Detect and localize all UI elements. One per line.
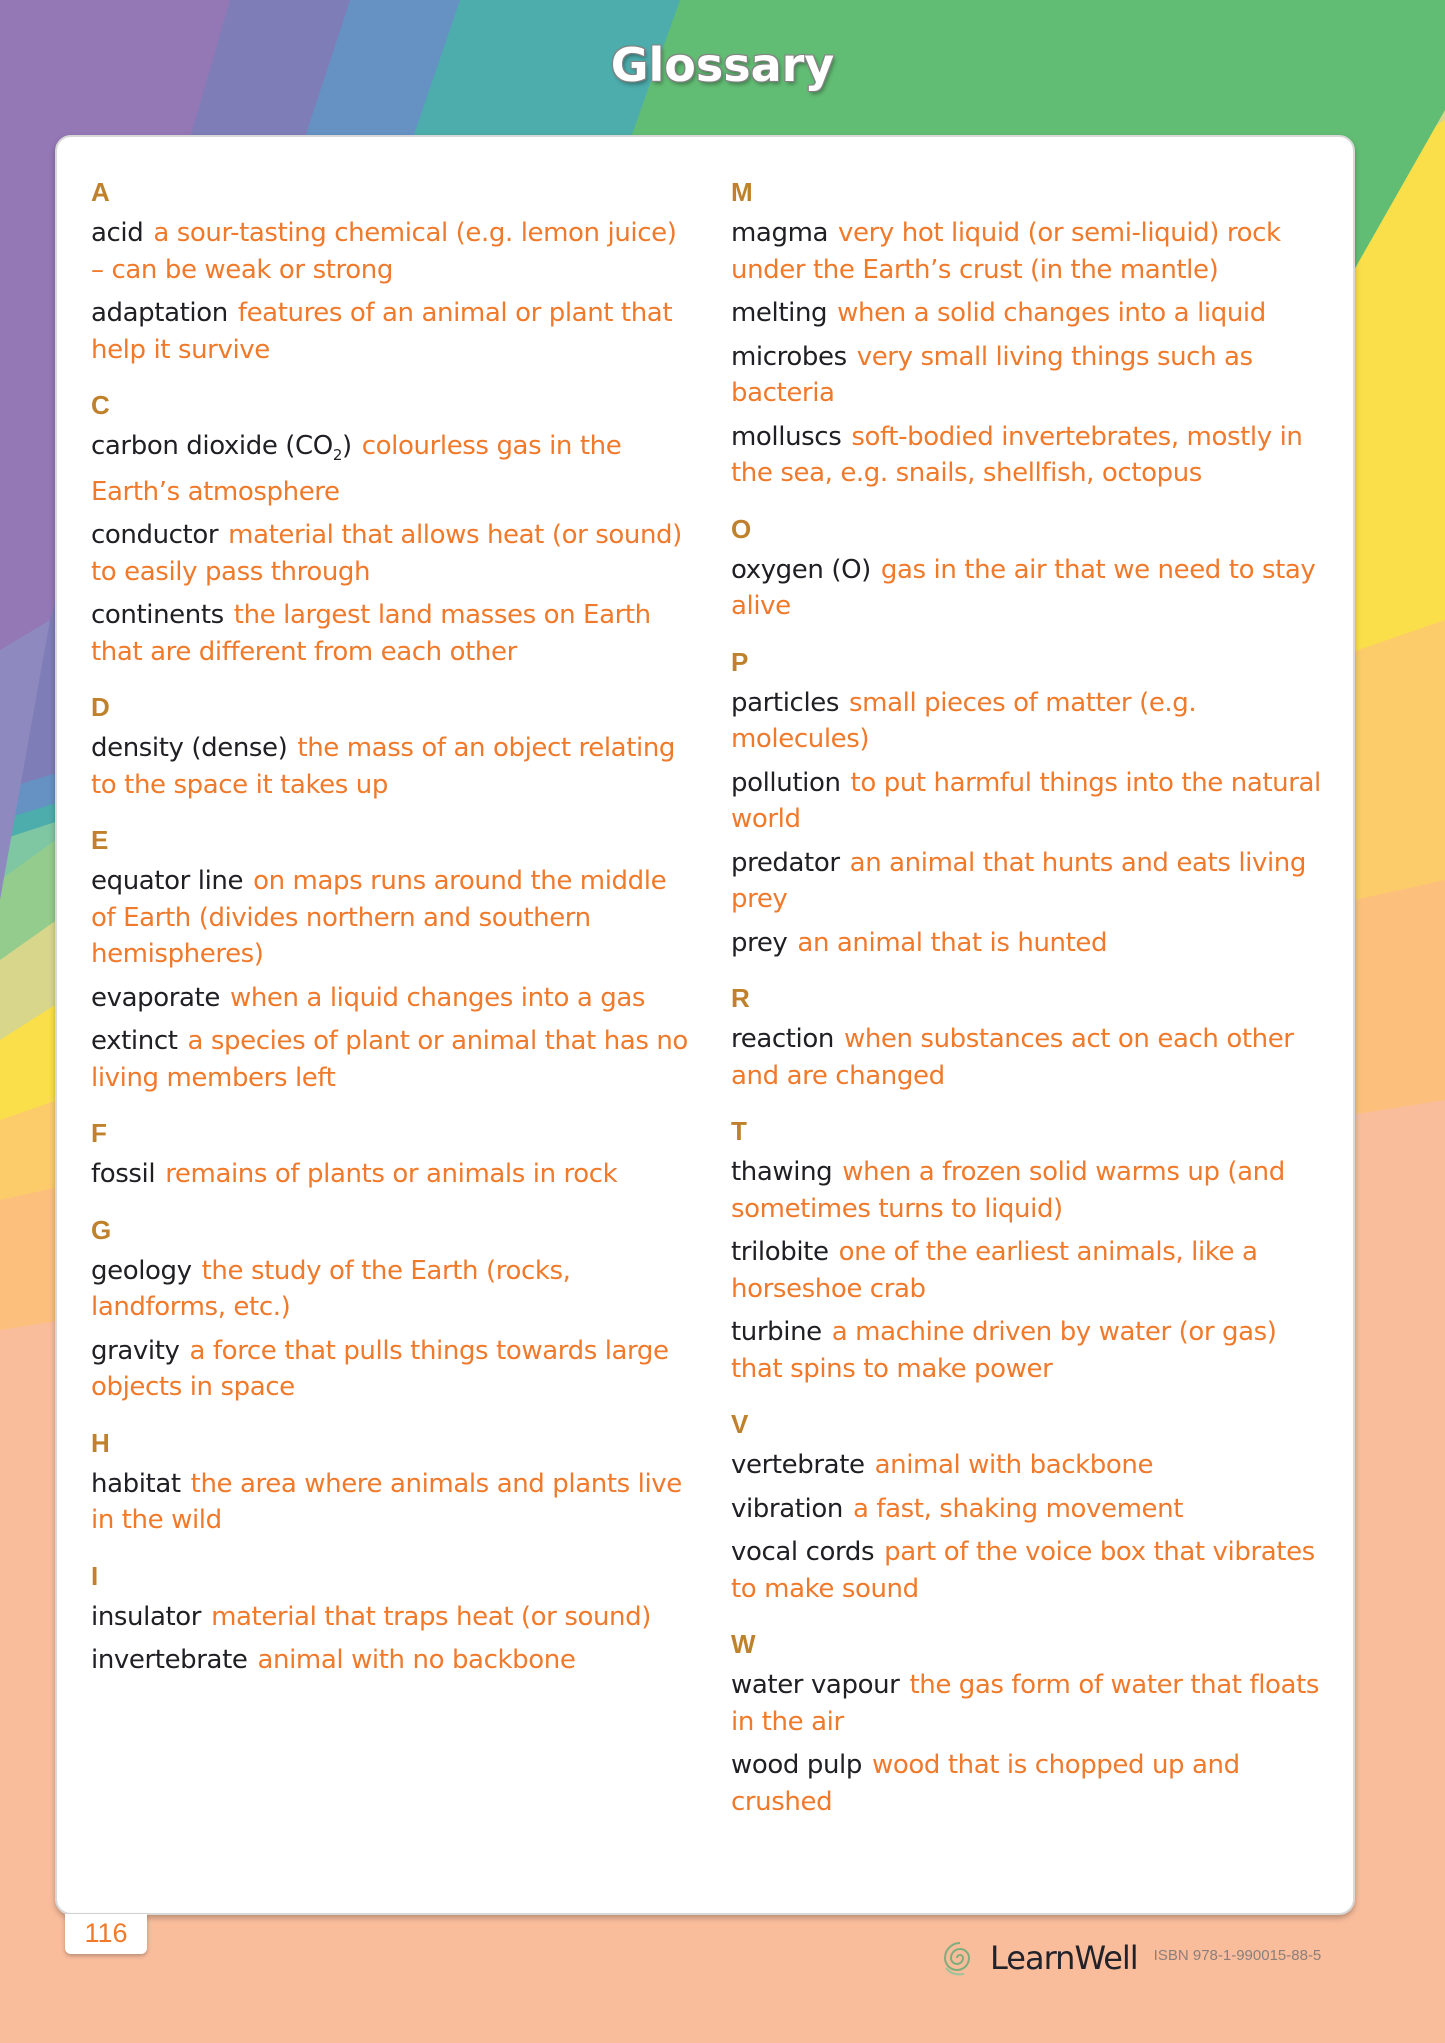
section-letter: W <box>731 1629 756 1659</box>
section-letter: T <box>731 1116 747 1146</box>
publisher-brand: LearnWell <box>990 1939 1138 1977</box>
glossary-entry <box>731 419 1331 492</box>
section-letter: O <box>731 513 752 544</box>
section-v <box>731 1409 1331 1607</box>
glossary-entry <box>731 1491 1331 1528</box>
term: vibration <box>731 1493 843 1524</box>
term: turbine <box>731 1317 822 1347</box>
section-t <box>731 1116 1331 1387</box>
section-letter: R <box>731 983 750 1013</box>
term: prey <box>731 927 788 958</box>
publisher-footer <box>940 1938 1321 1978</box>
term: water vapour <box>731 1670 900 1700</box>
term-subscript: 2 <box>332 446 343 465</box>
section-i <box>91 1561 691 1679</box>
glossary-entry <box>91 215 691 288</box>
section-w <box>731 1629 1331 1820</box>
term: evaporate <box>91 982 220 1013</box>
glossary-entry <box>731 1314 1331 1387</box>
term: molluscs <box>731 421 842 452</box>
term-text-after: ) <box>342 431 352 461</box>
definition: a fast, shaking movement <box>852 1493 1184 1524</box>
glossary-entry <box>731 552 1331 625</box>
term: adaptation <box>91 298 228 328</box>
glossary-entry <box>91 980 691 1017</box>
term: invertebrate <box>91 1645 248 1676</box>
definition: the largest land masses on Earth that are different from each other <box>91 600 651 667</box>
term: trilobite <box>731 1237 829 1267</box>
term: vertebrate <box>731 1450 865 1480</box>
section-a <box>91 177 691 368</box>
glossary-entry <box>731 925 1331 962</box>
definition: animal with no backbone <box>257 1645 576 1676</box>
section-letter: V <box>731 1409 749 1439</box>
definition: a machine driven by water (or gas) that spins to make power <box>731 1317 1277 1384</box>
glossary-entry <box>731 1447 1331 1484</box>
section-g <box>91 1215 691 1406</box>
glossary-entry <box>731 1534 1331 1607</box>
definition: material that allows heat (or sound) to easily pass through <box>91 520 682 587</box>
glossary-entry <box>731 845 1331 918</box>
glossary-panel <box>55 135 1355 1915</box>
glossary-entry <box>91 1642 691 1679</box>
definition: a force that pulls things towards large objects in space <box>91 1335 669 1403</box>
definition: wood that is chopped up and crushed <box>731 1750 1240 1817</box>
section-c <box>91 390 691 670</box>
definition: when a solid changes into a liquid <box>837 298 1266 328</box>
glossary-entry <box>731 215 1331 288</box>
definition: remains of plants or animals in rock <box>165 1159 618 1190</box>
definition: gas in the air that we need to stay alive <box>731 554 1316 621</box>
term: density (dense) <box>91 733 288 764</box>
term: magma <box>731 218 829 248</box>
glossary-entry <box>731 765 1331 838</box>
definition: a sour-tasting chemical (e.g. lemon juice) – can be weak or strong <box>91 218 677 285</box>
term: melting <box>731 298 828 328</box>
term: oxygen (O) <box>731 554 871 585</box>
section-m <box>731 177 1331 492</box>
page-title: Glossary <box>610 38 835 92</box>
term <box>91 431 352 465</box>
term: vocal cords <box>731 1537 875 1567</box>
definition: an animal that is hunted <box>797 927 1108 958</box>
section-letter: A <box>91 177 110 207</box>
term: reaction <box>731 1024 834 1054</box>
section-o <box>731 514 1331 625</box>
definition: when substances act on each other and are changed <box>731 1024 1294 1091</box>
definition: soft-bodied invertebrates, mostly in the sea, e.g. snails, shellfish, octopus <box>731 421 1303 488</box>
definition: to put harmful things into the natural world <box>731 767 1321 834</box>
section-h <box>91 1428 691 1539</box>
section-letter: P <box>731 646 749 677</box>
glossary-entry <box>91 597 691 670</box>
section-d <box>91 692 691 803</box>
glossary-left-column <box>91 177 691 1701</box>
definition: animal with backbone <box>874 1450 1154 1480</box>
definition: features of an animal or plant that help it survive <box>91 298 673 365</box>
glossary-entry <box>91 517 691 590</box>
definition: very hot liquid (or semi-liquid) rock under the Earth’s crust (in the mantle) <box>731 218 1281 285</box>
glossary-entry <box>731 339 1331 412</box>
section-r <box>731 983 1331 1094</box>
definition: a species of plant or animal that has no living members left <box>91 1026 688 1093</box>
term: microbes <box>731 341 847 372</box>
definition: on maps runs around the middle of Earth (divides northern and southern hemispheres) <box>91 866 667 970</box>
glossary-entry <box>91 1466 691 1539</box>
term: acid <box>91 218 144 248</box>
section-letter: E <box>91 825 109 856</box>
term: particles <box>731 687 840 718</box>
term: wood pulp <box>731 1750 862 1780</box>
section-letter: F <box>91 1118 107 1149</box>
section-letter: D <box>91 692 110 723</box>
section-letter: H <box>91 1427 110 1458</box>
section-e <box>91 825 691 1096</box>
section-f <box>91 1118 691 1193</box>
definition: the area where animals and plants live in the wild <box>91 1468 682 1536</box>
glossary-entry <box>731 1021 1331 1094</box>
glossary-entry <box>91 730 691 803</box>
definition: the gas form of water that floats in the air <box>731 1670 1320 1737</box>
section-letter: G <box>91 1214 112 1245</box>
section-letter: I <box>91 1560 99 1591</box>
page-number: 116 <box>65 1914 147 1954</box>
glossary-entry <box>91 1599 691 1636</box>
glossary-entry <box>731 1667 1331 1740</box>
term: extinct <box>91 1026 178 1057</box>
term: equator line <box>91 866 244 897</box>
section-letter: M <box>731 177 753 207</box>
term: continents <box>91 600 224 631</box>
definition: part of the voice box that vibrates to make sound <box>731 1537 1315 1604</box>
term: insulator <box>91 1601 202 1632</box>
definition: colourless gas in the Earth’s atmosphere <box>91 431 622 507</box>
term-text: carbon dioxide (CO <box>91 431 333 461</box>
glossary-entry <box>91 1253 691 1326</box>
term: conductor <box>91 520 219 551</box>
glossary-entry <box>91 428 691 510</box>
glossary-entry <box>91 1156 691 1193</box>
section-letter: C <box>91 390 110 420</box>
glossary-entry <box>91 295 691 368</box>
glossary-entry <box>91 1023 691 1096</box>
term: geology <box>91 1255 192 1286</box>
definition: when a frozen solid warms up (and sometimes turns to liquid) <box>731 1157 1285 1224</box>
definition: very small living things such as bacteria <box>731 341 1253 408</box>
definition: one of the earliest animals, like a horseshoe crab <box>731 1237 1258 1304</box>
glossary-entry <box>731 1234 1331 1307</box>
glossary-right-column <box>731 177 1331 1842</box>
term: gravity <box>91 1335 180 1366</box>
section-p <box>731 647 1331 962</box>
definition: material that traps heat (or sound) <box>211 1601 651 1632</box>
definition: an animal that hunts and eats living prey <box>731 847 1306 914</box>
term: habitat <box>91 1468 181 1499</box>
term: fossil <box>91 1159 156 1190</box>
glossary-entry <box>731 685 1331 758</box>
term: pollution <box>731 767 841 798</box>
glossary-entry <box>731 1154 1331 1227</box>
definition: the study of the Earth (rocks, landforms, etc.) <box>91 1255 571 1323</box>
glossary-entry <box>731 295 1331 332</box>
definition: when a liquid changes into a gas <box>229 982 645 1013</box>
definition: small pieces of matter (e.g. molecules) <box>731 687 1197 754</box>
isbn-label: ISBN 978-1-990015-88-5 <box>1153 1946 1322 1964</box>
term: thawing <box>731 1157 833 1187</box>
spiral-icon <box>940 1938 980 1978</box>
definition: the mass of an object relating to the space it takes up <box>91 733 676 800</box>
glossary-entry <box>91 1333 691 1406</box>
glossary-entry <box>91 863 691 973</box>
term: predator <box>731 847 840 878</box>
glossary-entry <box>731 1747 1331 1820</box>
